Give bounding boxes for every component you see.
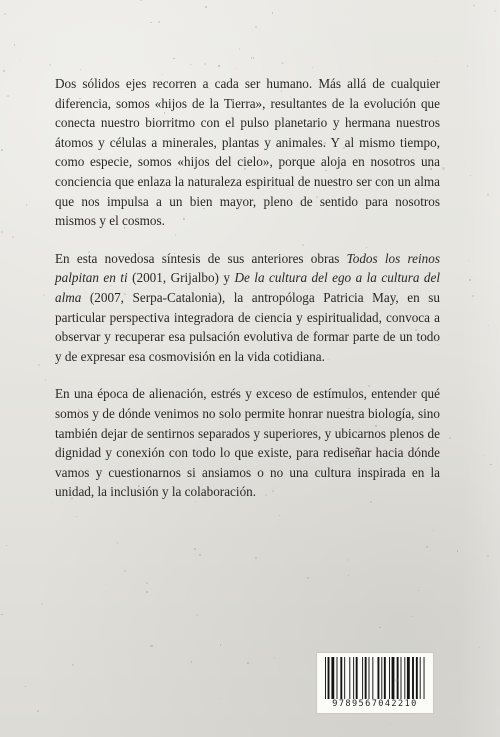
paper-speck xyxy=(220,698,221,699)
isbn-barcode xyxy=(316,652,434,714)
paper-speck xyxy=(110,285,111,286)
paper-speck xyxy=(312,67,313,68)
paper-speck xyxy=(348,575,350,577)
paper-speck xyxy=(333,261,335,263)
paper-speck xyxy=(150,22,151,23)
paper-speck xyxy=(361,621,362,622)
paper-speck xyxy=(449,437,450,438)
paper-speck xyxy=(347,559,348,560)
paper-speck xyxy=(251,57,253,59)
paper-speck xyxy=(411,616,413,618)
paper-speck xyxy=(368,385,370,387)
paper-speck xyxy=(117,542,118,543)
paper-speck xyxy=(205,6,207,8)
paper-speck xyxy=(173,58,174,59)
paper-speck xyxy=(195,501,196,502)
paper-speck xyxy=(468,260,469,261)
paper-speck xyxy=(49,64,51,66)
paper-speck xyxy=(395,679,397,681)
paper-speck xyxy=(3,70,5,72)
paper-speck xyxy=(479,647,481,649)
paper-speck xyxy=(426,546,428,548)
paper-speck xyxy=(52,502,53,503)
paper-speck xyxy=(199,554,201,556)
paper-speck xyxy=(204,497,205,498)
paper-speck xyxy=(204,63,206,65)
paper-speck xyxy=(158,21,160,23)
paper-speck xyxy=(390,724,391,725)
paper-speck xyxy=(171,181,173,183)
paper-speck xyxy=(265,494,267,496)
back-cover-blurb xyxy=(55,74,440,520)
paper-speck xyxy=(154,314,155,315)
paper-speck xyxy=(19,60,20,61)
light-reflection xyxy=(460,0,500,737)
paper-speck xyxy=(428,322,430,324)
paper-speck xyxy=(41,603,43,605)
paper-speck xyxy=(490,464,492,466)
paper-speck xyxy=(191,661,192,662)
blurb-paragraph-2 xyxy=(55,249,440,367)
paper-speck xyxy=(415,329,417,331)
paper-speck xyxy=(190,64,192,66)
paper-speck xyxy=(467,65,469,67)
paper-speck xyxy=(253,57,254,58)
paper-speck xyxy=(7,95,9,97)
paper-speck xyxy=(247,662,249,664)
paper-speck xyxy=(470,175,471,176)
paper-speck xyxy=(150,645,152,647)
paper-speck xyxy=(488,325,489,326)
isbn-number: 9789567042210 xyxy=(332,699,418,709)
paper-speck xyxy=(68,120,70,122)
barcode-bars-graphic xyxy=(323,657,429,699)
paper-speck xyxy=(281,62,283,64)
paper-speck xyxy=(494,10,495,11)
paper-speck xyxy=(1,149,3,151)
paper-speck xyxy=(246,306,247,307)
paper-speck xyxy=(438,344,439,345)
paper-speck xyxy=(272,12,274,14)
book-title-de-la-cultura: De la cultura del ego a la cultura del alma xyxy=(55,270,440,305)
paper-speck xyxy=(105,584,106,585)
paper-speck xyxy=(433,530,434,531)
paper-speck xyxy=(436,61,437,62)
paper-speck xyxy=(43,294,45,296)
paper-speck xyxy=(258,416,259,417)
paper-speck xyxy=(224,553,225,554)
paper-speck xyxy=(37,710,39,712)
paper-speck xyxy=(255,557,257,559)
paper-speck xyxy=(124,293,126,295)
blurb-p2-text-2: (2001, Grijalbo) y xyxy=(127,270,235,286)
paper-speck xyxy=(124,227,125,228)
paper-speck xyxy=(487,555,489,557)
paper-speck xyxy=(307,577,309,579)
paper-speck xyxy=(124,570,126,572)
paper-speck xyxy=(80,69,81,70)
paper-speck xyxy=(272,490,273,491)
paper-speck xyxy=(472,295,474,297)
blurb-p2-text-1: En esta novedosa síntesis de sus anteriores obras xyxy=(55,250,347,266)
paper-speck xyxy=(194,548,196,550)
blurb-p2-text-3: (2007, Serpa-Catalonia), la antropóloga Patricia May, en su particular perspectiva integradora de ciencia y espiritualidad, convoca a observar y recuperar esa pulsación evolutiva de formar parte de un todo y de expresar esa cosmovisión en la vida cotidiana. xyxy=(55,289,440,364)
paper-speck xyxy=(1,614,2,615)
paper-speck xyxy=(26,204,28,206)
paper-speck xyxy=(25,686,26,687)
paper-speck xyxy=(72,664,74,666)
paper-speck xyxy=(244,168,246,170)
paper-speck xyxy=(432,259,434,261)
paper-speck xyxy=(4,13,6,15)
paper-speck xyxy=(473,5,474,6)
paper-speck xyxy=(78,352,80,354)
paper-speck xyxy=(14,44,15,45)
paper-speck xyxy=(484,455,485,456)
paper-speck xyxy=(187,394,189,396)
paper-speck xyxy=(418,590,419,591)
paper-speck xyxy=(140,0,141,1)
paper-speck xyxy=(218,276,220,278)
paper-speck xyxy=(183,341,184,342)
paper-speck xyxy=(196,614,198,616)
paper-speck xyxy=(274,657,276,659)
paper-speck xyxy=(218,65,220,67)
paper-speck xyxy=(138,485,140,487)
paper-speck xyxy=(324,142,326,144)
blurb-paragraph-1: Dos sólidos ejes recorren a cada ser humano. Más allá de cualquier diferencia, somos «hijos de la Tierra», resultantes de la evolución que conecta nuestro biorritmo con el pulso planetario y hermana nuestros átomos y células a minerales, plantas y animales. Y al mismo tiempo, como especie, somos «hijos del cielo», porque aloja en nosotros una conciencia que enlaza la naturaleza espiritual de nuestro ser con un alma que nos impulsa a un bien mayor, pleno de sentido para nosotros mismos y el cosmos. xyxy=(55,76,440,229)
paper-speck xyxy=(302,244,304,246)
paper-speck xyxy=(241,335,242,336)
paper-speck xyxy=(304,394,306,396)
book-title-todos-los-reinos: Todos los reinos palpitan en ti xyxy=(55,250,441,286)
paper-speck xyxy=(38,364,40,366)
paper-speck xyxy=(134,431,135,432)
paper-speck xyxy=(45,379,46,380)
paper-speck xyxy=(127,363,128,364)
paper-speck xyxy=(457,550,458,551)
paper-speck xyxy=(278,84,280,86)
blurb-paragraph-3: En una época de alienación, estrés y exceso de estímulos, entender qué somos y de dónde venimos no solo permite honrar nuestra biología, sino también dejar de sentirnos separados y superiores, y ubicarnos plenos de dignidad y conexión con todo lo que existe, para rediseñar hacia dónde vamos y cuestionarnos si ansiamos o no una cultura inspirada en la unidad, la inclusión y la colaboración. xyxy=(55,386,440,500)
paper-speck xyxy=(239,48,240,49)
paper-speck xyxy=(111,329,112,330)
paper-speck xyxy=(325,170,326,171)
paper-speck xyxy=(442,167,444,169)
paper-speck xyxy=(164,112,166,114)
paper-speck xyxy=(255,26,257,28)
paper-speck xyxy=(176,168,177,169)
paper-speck xyxy=(1,231,3,233)
paper-speck xyxy=(12,236,14,238)
paper-speck xyxy=(487,193,489,195)
paper-speck xyxy=(146,591,148,593)
paper-speck xyxy=(469,279,471,281)
paper-speck xyxy=(175,234,176,235)
paper-speck xyxy=(220,644,222,646)
paper-speck xyxy=(235,68,236,69)
paper-speck xyxy=(6,545,7,546)
paper-speck xyxy=(379,627,380,628)
paper-speck xyxy=(138,252,140,254)
paper-speck xyxy=(146,582,148,584)
